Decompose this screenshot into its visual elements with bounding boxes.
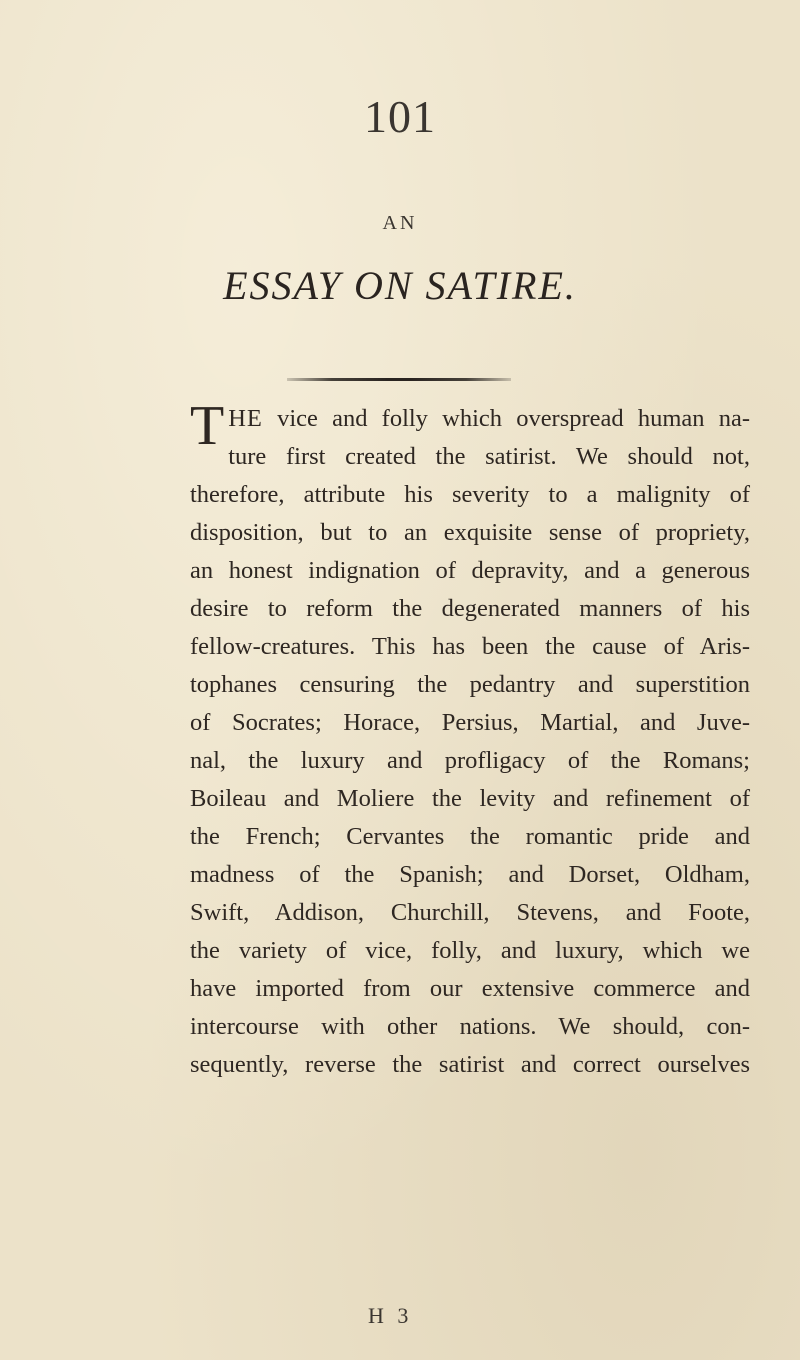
body-line: tophanes censuring the pedantry and superstition [190, 671, 750, 698]
page-number: 101 [364, 91, 436, 142]
body-line: sequently, reverse the satirist and correct ourselves [190, 1051, 750, 1078]
body-line: have imported from our extensive commerce and [190, 975, 750, 1002]
drop-cap: T [190, 395, 225, 457]
body-line: an honest indignation of depravity, and a generous [190, 557, 750, 584]
first-word-rest: HE [228, 405, 263, 432]
heading-article: AN [382, 212, 418, 234]
body-line: of Socrates; Horace, Persius, Martial, and Juve- [190, 709, 750, 736]
body-line: the French; Cervantes the romantic pride and [190, 823, 750, 850]
signature-mark: H 3 [368, 1303, 413, 1328]
body-line: fellow-creatures. This has been the cause of Aris- [190, 633, 750, 660]
body-line: nal, the luxury and profligacy of the Romans; [190, 747, 750, 774]
body-line: Boileau and Moliere the levity and refinement of [190, 785, 750, 812]
title-rule [287, 378, 511, 381]
body-line: therefore, attribute his severity to a malignity of [190, 481, 750, 508]
body-line-text: vice and folly which overspread human na- [277, 405, 751, 432]
body-line: Swift, Addison, Churchill, Stevens, and Foote, [190, 899, 750, 926]
body-line: desire to reform the degenerated manners of his [190, 595, 750, 622]
body-line: ture first created the satirist. We should not, [228, 443, 750, 470]
body-line: the variety of vice, folly, and luxury, which we [190, 937, 750, 964]
body-line: disposition, but to an exquisite sense of propriety, [190, 519, 750, 546]
essay-title: ESSAY ON SATIRE. [223, 263, 577, 308]
essay-body [190, 395, 751, 1084]
body-line: intercourse with other nations. We should, con- [190, 1013, 750, 1040]
body-line: madness of the Spanish; and Dorset, Oldham, [190, 861, 750, 888]
